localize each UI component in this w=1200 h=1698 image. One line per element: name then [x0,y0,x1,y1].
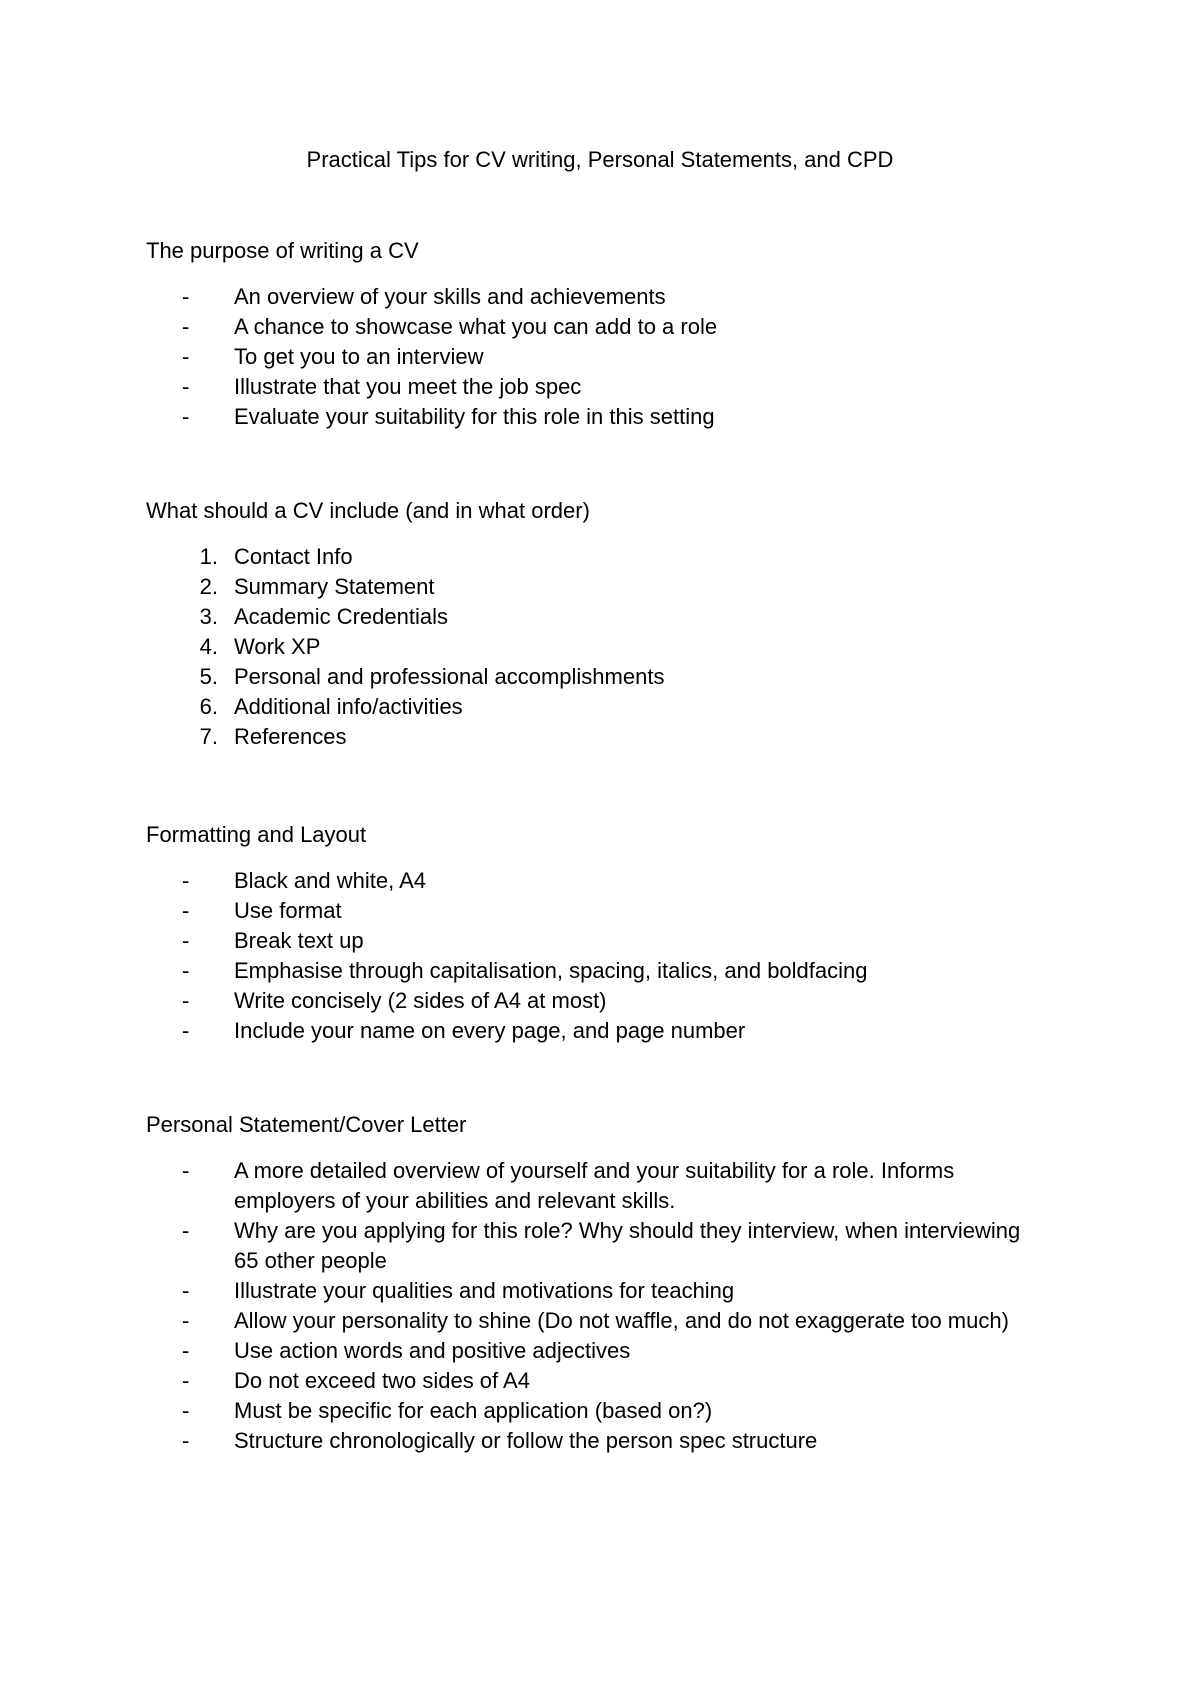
dash-bullet: - [182,284,190,309]
dash-bullet: - [182,868,190,893]
dash-bullet: - [182,1278,190,1303]
list-item [146,662,1046,692]
section-heading: Personal Statement/Cover Letter [146,1112,467,1137]
list-item-text: References [234,724,347,749]
list-number: 2. [199,574,218,599]
list-item [146,866,1046,896]
list-item [146,1426,1046,1456]
section-heading: What should a CV include (and in what order) [146,498,590,523]
list-item [146,1366,1046,1396]
dash-bullet: - [182,1428,190,1453]
list-item-text: Use action words and positive adjectives [234,1338,631,1363]
dash-bullet: - [182,1018,190,1043]
list-item-text: Black and white, A4 [234,868,427,893]
list-number: 4. [199,634,218,659]
list-item [146,312,1046,342]
dash-bullet: - [182,1338,190,1363]
list-item-text: Include your name on every page, and page number [234,1018,746,1043]
list-item-text: Illustrate that you meet the job spec [234,374,582,399]
dash-bullet: - [182,1158,190,1183]
list-item [146,1156,1046,1216]
list-item-text: Structure chronologically or follow the person spec structure [234,1428,818,1453]
list-item [146,1306,1046,1336]
list-item-text: Break text up [234,928,364,953]
list-number: 1. [199,544,218,569]
list-item-text: Use format [234,898,342,923]
list-item [146,1216,1046,1276]
list-item-text: Additional info/activities [234,694,463,719]
list-item [146,1276,1046,1306]
list-item-text: Summary Statement [234,574,435,599]
list-item [146,896,1046,926]
list-item-text: Academic Credentials [234,604,448,629]
bullet-list [146,866,1046,1046]
list-item-text: Emphasise through capitalisation, spacing, italics, and boldfacing [234,958,868,983]
numbered-list [146,542,1046,752]
list-item [146,692,1046,722]
dash-bullet: - [182,988,190,1013]
list-item-text: Do not exceed two sides of A4 [234,1368,530,1393]
list-item-text: An overview of your skills and achievements [234,284,666,309]
list-item-text: Why are you applying for this role? Why should they interview, when interviewing 65 other people [234,1218,1021,1273]
dash-bullet: - [182,1218,190,1243]
list-item [146,602,1046,632]
dash-bullet: - [182,1398,190,1423]
dash-bullet: - [182,928,190,953]
list-item [146,632,1046,662]
list-item [146,542,1046,572]
dash-bullet: - [182,898,190,923]
list-item [146,1396,1046,1426]
dash-bullet: - [182,1368,190,1393]
list-item [146,282,1046,312]
document-title: Practical Tips for CV writing, Personal Statements, and CPD [306,147,894,172]
section-cv-contents [146,496,1046,752]
list-item [146,372,1046,402]
section-formatting [146,820,1046,1046]
list-item [146,956,1046,986]
list-item [146,986,1046,1016]
list-item-text: Personal and professional accomplishments [234,664,665,689]
list-item-text: To get you to an interview [234,344,484,369]
list-item [146,342,1046,372]
list-item-text: A chance to showcase what you can add to a role [234,314,718,339]
dash-bullet: - [182,314,190,339]
section-cv-purpose [146,236,1046,432]
list-item-text: A more detailed overview of yourself and your suitability for a role. Informs employers of your abilities and relevant skills. [234,1158,955,1213]
dash-bullet: - [182,344,190,369]
list-item [146,1336,1046,1366]
list-item-text: Write concisely (2 sides of A4 at most) [234,988,607,1013]
dash-bullet: - [182,374,190,399]
list-item-text: Work XP [234,634,321,659]
list-item-text: Allow your personality to shine (Do not waffle, and do not exaggerate too much) [234,1308,1009,1333]
list-item-text: Illustrate your qualities and motivations for teaching [234,1278,735,1303]
list-item [146,402,1046,432]
bullet-list [146,282,1046,432]
section-heading: The purpose of writing a CV [146,238,419,263]
section-heading: Formatting and Layout [146,822,367,847]
list-item [146,1016,1046,1046]
section-personal-statement [146,1110,1046,1456]
list-number: 3. [199,604,218,629]
list-item [146,926,1046,956]
list-number: 7. [199,724,218,749]
list-item [146,572,1046,602]
list-item [146,722,1046,752]
dash-bullet: - [182,404,190,429]
list-number: 6. [199,694,218,719]
bullet-list [146,1156,1046,1456]
dash-bullet: - [182,1308,190,1333]
list-number: 5. [199,664,218,689]
list-item-text: Evaluate your suitability for this role in this setting [234,404,715,429]
list-item-text: Must be specific for each application (based on?) [234,1398,713,1423]
dash-bullet: - [182,958,190,983]
list-item-text: Contact Info [234,544,353,569]
